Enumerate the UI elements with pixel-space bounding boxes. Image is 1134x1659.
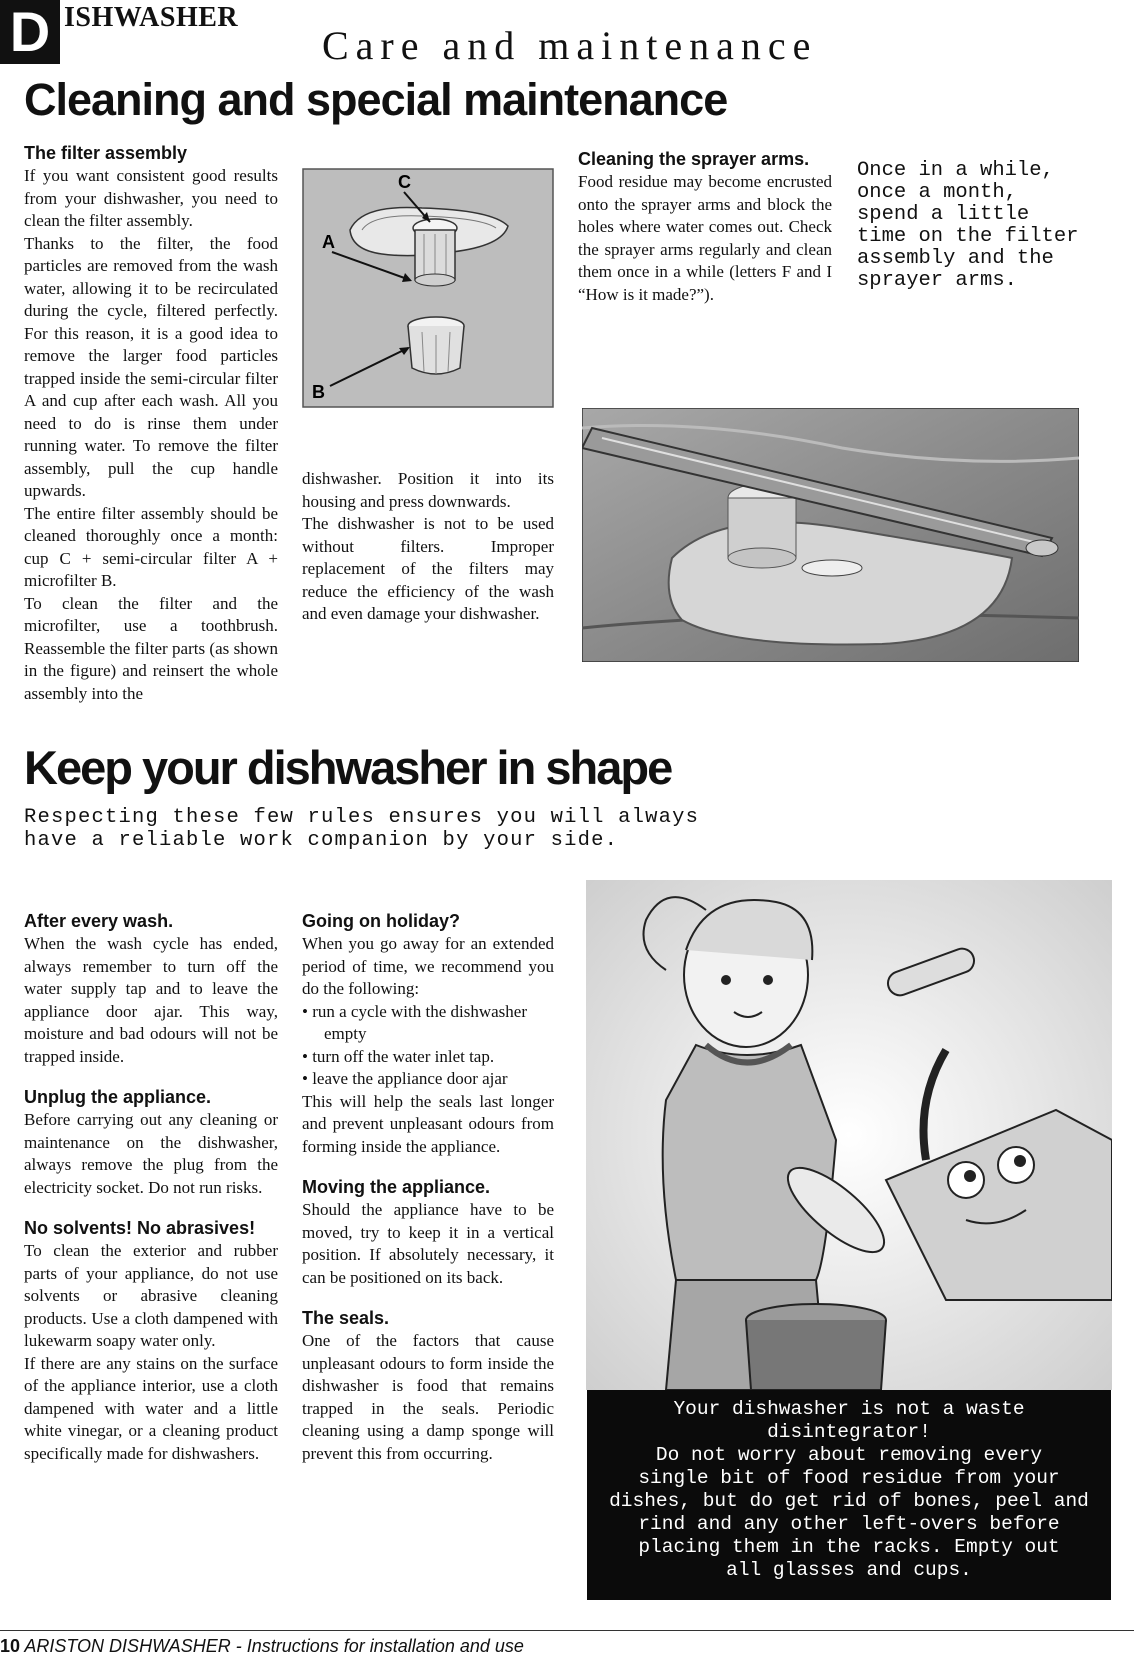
seals-text: One of the factors that cause unpleasant odours to form inside the dishwasher is food that remains trapped in the seals. Periodic cleaning using a damp sponge will prevent this from occurring. <box>302 1331 554 1463</box>
filter-paragraph-6: The dishwasher is not to be used without filters. Improper replacement of the filters may reduce the efficiency of the wash and even damage your dishwasher. <box>302 514 554 623</box>
maintenance-tip: Once in a while, once a month, spend a little time on the filter assembly and the sprayer arms. <box>857 159 1079 292</box>
holiday-after: This will help the seals last longer and prevent unpleasant odours from forming inside the appliance. <box>302 1091 554 1156</box>
page-number: 10 <box>0 1636 21 1656</box>
holiday-bullet-2: • turn off the water inlet tap. <box>302 1046 495 1066</box>
notice-line: all glasses and cups. <box>726 1559 972 1581</box>
moving-text: Should the appliance have to be moved, try to keep it in a vertical position. If absolutely necessary, it can be positioned on its back. <box>302 1200 554 1287</box>
shape-intro: Respecting these few rules ensures you will always have a reliable work companion by your side. <box>24 806 700 852</box>
footer-divider <box>0 1630 1134 1631</box>
filter-paragraph-1: If you want consistent good results from your dishwasher, you need to clean the filter assembly. <box>24 166 278 230</box>
notice-line: dishes, but do get rid of bones, peel and <box>609 1490 1089 1512</box>
filter-paragraph-5: dishwasher. Position it into its housing and press downwards. <box>302 469 554 511</box>
notice-box <box>587 1390 1111 1600</box>
filter-heading: The filter assembly <box>24 143 188 163</box>
holiday-bullet-1: • run a cycle with the dishwasher empty <box>302 1001 527 1043</box>
shape-column-2 <box>302 910 554 1465</box>
shape-title: Keep your dishwasher in shape <box>24 741 672 794</box>
solvents-text-2: If there are any stains on the surface of the appliance interior, use a cloth dampened with water and a little white vinegar, or a cleaning product specifically made for dishwashers. <box>24 1353 278 1463</box>
filter-column-1 <box>24 142 278 705</box>
holiday-heading: Going on holiday? <box>302 911 460 931</box>
after-wash-heading: After every wash. <box>24 911 174 931</box>
sprayer-text: Food residue may become encrusted onto the sprayer arms and block the holes where water comes out. Check the sprayer arms regularly and clean them once in a while (letters F and I “How is it made?”). <box>578 172 832 304</box>
holiday-bullet-3: • leave the appliance door ajar <box>302 1069 508 1088</box>
section-title: Care and maintenance <box>322 23 818 68</box>
unplug-text: Before carrying out any cleaning or maintenance on the dishwasher, always remove the plug from the electricity socket. Do not run risks. <box>24 1110 278 1197</box>
after-wash-text: When the wash cycle has ended, always remember to turn off the water supply tap and to leave the appliance door ajar. This way, moisture and bad odours will not be trapped inside. <box>24 934 278 1066</box>
moving-heading: Moving the appliance. <box>302 1177 491 1197</box>
diagram-label-c: C <box>398 172 411 192</box>
notice-line: disintegrator! <box>767 1421 931 1443</box>
footer <box>0 1636 524 1657</box>
notice-line: rind and any other left-overs before <box>638 1513 1060 1535</box>
filter-paragraph-4: To clean the filter and the microfilter, use a toothbrush. Reassemble the filter parts (as shown in the figure) and reinsert the whole assembly into the <box>24 593 278 703</box>
shape-column-1 <box>24 910 278 1465</box>
cartoon-illustration <box>586 880 1112 1390</box>
unplug-heading: Unplug the appliance. <box>24 1087 212 1107</box>
solvents-text-1: To clean the exterior and rubber parts of your appliance, do not use solvents or abrasive cleaning products. Use a cloth dampened with lukewarm soapy water only. <box>24 1241 278 1350</box>
cleaning-title: Cleaning and special maintenance <box>24 74 728 125</box>
notice-line: single bit of food residue from your <box>638 1467 1060 1489</box>
filter-paragraph-2: Thanks to the filter, the food particles are removed from the wash water, allowing it to be recirculated during the cycle, filtered perfectly. For this reason, it is a good idea to remove the larger food particles trapped inside the semi-circular filter A and cup after each wash. All you need to do is rinse them under running water. To remove the filter assembly, pull the cup handle upwards. <box>24 233 278 500</box>
notice-line: placing them in the racks. Empty out <box>638 1536 1060 1558</box>
notice-line: Do not worry about removing every <box>655 1444 1043 1466</box>
sprayer-arm-photo <box>582 408 1079 662</box>
sprayer-column <box>578 148 832 306</box>
filter-diagram <box>302 168 554 408</box>
filter-paragraph-3: The entire filter assembly should be cleaned thoroughly once a month: cup C + semi-circular filter A + microfilter B. <box>24 503 278 590</box>
holiday-text: When you go away for an extended period of time, we recommend you do the following: <box>302 934 554 998</box>
brand-title: ISHWASHER <box>64 2 239 33</box>
footer-text: ARISTON DISHWASHER - Instructions for installation and use <box>24 1636 524 1656</box>
solvents-heading: No solvents! No abrasives! <box>24 1218 256 1238</box>
diagram-label-b: B <box>312 382 325 402</box>
diagram-label-a: A <box>322 232 335 252</box>
sprayer-heading: Cleaning the sprayer arms. <box>578 149 810 169</box>
seals-heading: The seals. <box>302 1308 390 1328</box>
filter-column-2 <box>302 468 554 626</box>
notice-line: Your dishwasher is not a waste <box>673 1398 1025 1420</box>
header-initial: D <box>0 0 60 64</box>
